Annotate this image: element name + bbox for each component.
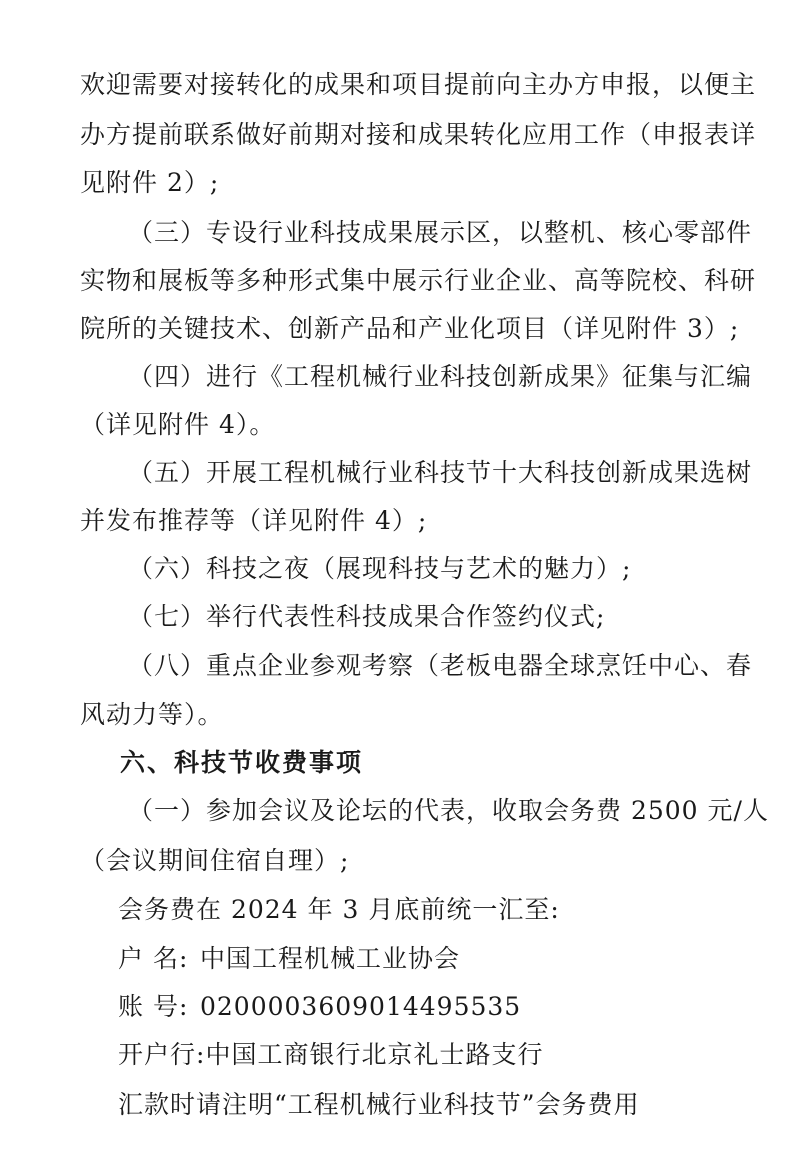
paragraph-line: 院所的关键技术、创新产品和产业化项目（详见附件 3）; (80, 314, 740, 343)
item-seven-line: （七）举行代表性科技成果合作签约仪式; (128, 602, 606, 631)
item-eight-line: （八）重点企业参观考察（老板电器全球烹饪中心、春 (128, 651, 753, 680)
account-name-row (118, 944, 460, 974)
paragraph-line: 实物和展板等多种形式集中展示行业企业、高等院校、科研 (80, 266, 757, 295)
section-heading: 六、科技节收费事项 (120, 748, 364, 777)
remit-note: 汇款时请注明“工程机械行业科技节”会务费用 (118, 1090, 640, 1119)
paragraph-line: 欢迎需要对接转化的成果和项目提前向主办方申报，以便主 (80, 70, 757, 99)
paragraph-line: 风动力等）。 (80, 700, 224, 729)
paragraph-line: 见附件 2）; (80, 168, 220, 197)
item-six-line: （六）科技之夜（展现科技与艺术的魅力）; (128, 554, 632, 583)
account-name-value: 中国工程机械工业协会 (200, 944, 461, 973)
paragraph-line: （详见附件 4）。 (80, 410, 276, 439)
account-number-label: 账 号: (118, 992, 189, 1021)
remit-intro: 会务费在 2024 年 3 月底前统一汇至: (118, 895, 560, 924)
account-name-label: 户 名: (118, 944, 189, 973)
item-four-line: （四）进行《工程机械行业科技创新成果》征集与汇编 (128, 362, 753, 391)
fee-line: （会议期间住宿自理）; (80, 846, 350, 875)
fee-line: （一）参加会议及论坛的代表，收取会务费 2500 元/人 (128, 796, 769, 825)
item-three-line: （三）专设行业科技成果展示区，以整机、核心零部件 (128, 218, 753, 247)
bank-label: 开户行: (118, 1040, 206, 1069)
paragraph-line: 办方提前联系做好前期对接和成果转化应用工作（申报表详 (80, 120, 757, 149)
bank-value: 中国工商银行北京礼士路支行 (205, 1040, 544, 1069)
account-number-row (118, 992, 521, 1022)
paragraph-line: 并发布推荐等（详见附件 4）; (80, 506, 428, 535)
bank-row (118, 1040, 543, 1070)
account-number-value: 0200003609014495535 (200, 992, 522, 1021)
item-five-line: （五）开展工程机械行业科技节十大科技创新成果选树 (128, 458, 753, 487)
